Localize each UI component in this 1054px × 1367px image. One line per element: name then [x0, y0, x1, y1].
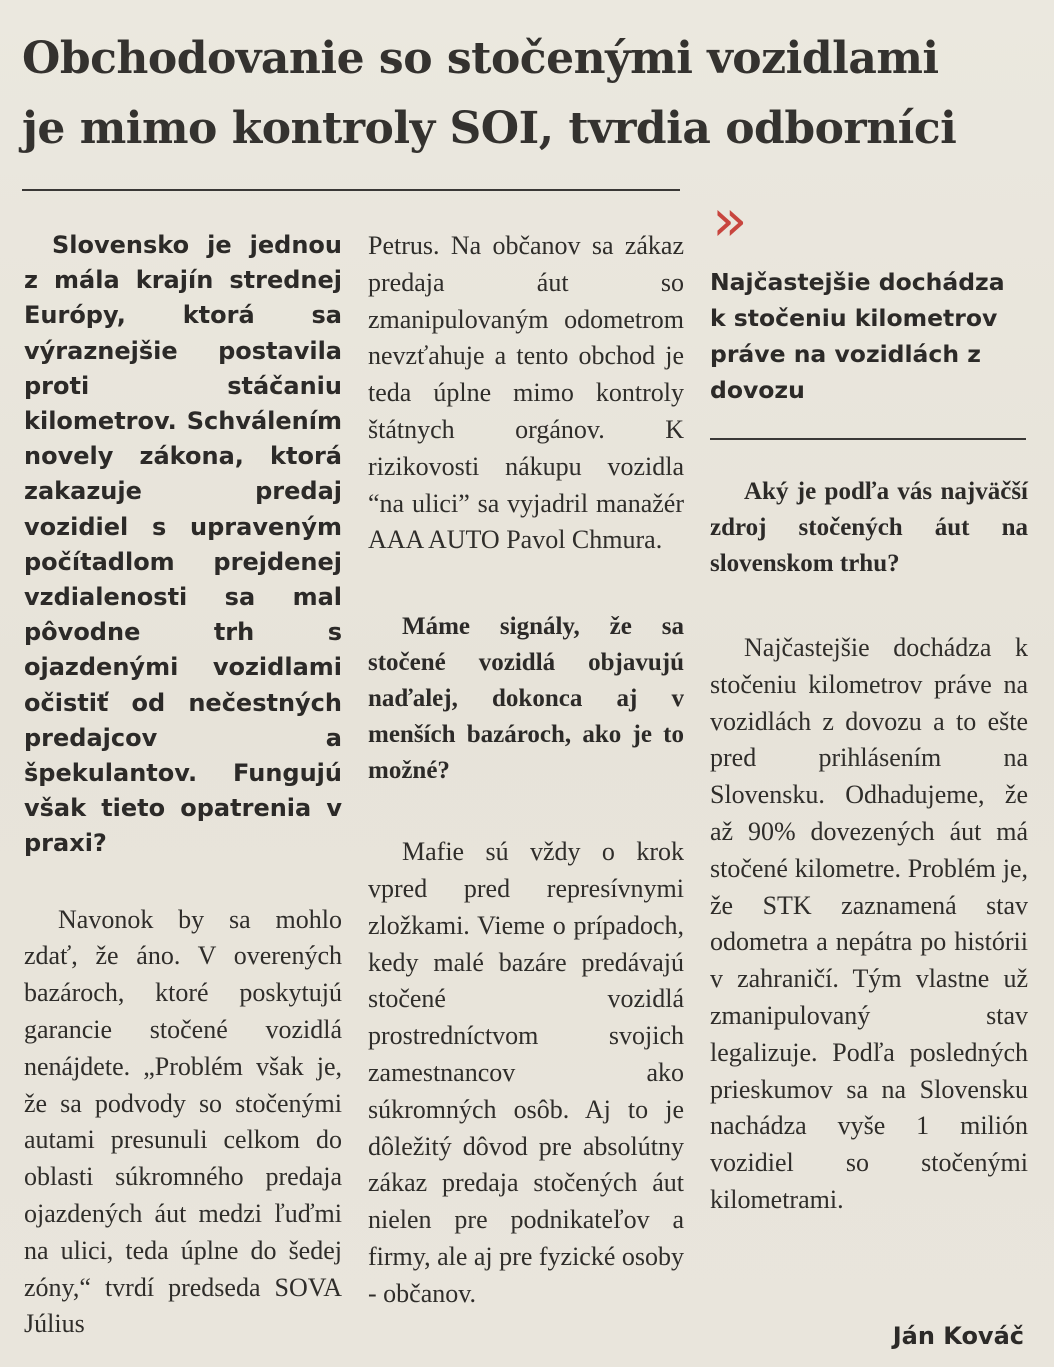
pull-quote-divider: [710, 438, 1026, 440]
headline-divider: [22, 189, 680, 191]
column-1: [24, 228, 342, 1343]
column-2: [368, 228, 684, 1313]
headline: [22, 24, 1032, 164]
lead-paragraph: Slovensko je jednou z mála krajín strednej Európy, ktorá sa výraznejšie postavila proti stáčaniu kilometrov. Schválením novely zákona, ktorá zakazuje predaj vozidiel s upraveným počítadlom prejdenej vzdialenosti sa mal pôvodne trh s ojazdenými vozidlami očistiť od nečestných predajcov a špekulantov. Fungujú však tieto opatrenia v praxi?: [24, 231, 342, 858]
headline-line-2: je mimo kontroly SOI, tvrdia odborníci: [22, 103, 957, 154]
interview-answer-1: Mafie sú vždy o krok vpred pred represívnymi zložkami. Vieme o prípadoch, kedy malé bazáre predávajú stočené vozidlá prostredníctvom svojich zamestnancov ako súkromných osôb. Aj to je dôležitý dôvod pre absolútny zákaz predaja stočených áut nielen pre podnikateľov a firmy, ale aj pre fyzické osoby - občanov.: [368, 837, 684, 1308]
interview-answer-2: Najčastejšie dochádza k stočeniu kilometrov práve na vozidlách z dovozu a to ešte pred prihlásením na Slovensku. Odhadujeme, že až 90% dovezených áut má stočené kilometre. Problém je, že STK zaznamená stav odometra a nepátra po histórii v zahraničí. Tým vlastne už zmanipulovaný stav legalizuje. Podľa posledných prieskumov sa na Slovensku nachádza vyše 1 milión vozidiel so stočenými kilometrami.: [710, 633, 1028, 1214]
body-continuation: Petrus. Na občanov sa zákaz predaja áut so zmanipulovaným odometrom nevzťahuje a tento obchod je teda úplne mimo kontroly štátnych orgánov. K rizikovosti nákupu vozidla “na ulici” sa vyjadril manažér AAA AUTO Pavol Chmura.: [368, 231, 684, 555]
pull-quote: Najčastejšie dochádza k stočeniu kilometrov práve na vozidlách z dovozu: [710, 268, 1005, 404]
interview-question-1: Máme signály, že sa stočené vozidlá objavujú naďalej, dokonca aj v menších bazároch, ako je to možné?: [368, 613, 684, 785]
chevron-double-right-icon: »: [712, 186, 734, 254]
headline-line-1: Obchodovanie so stočenými vozidlami: [22, 33, 939, 84]
author-byline: Ján Kováč: [892, 1322, 1024, 1350]
column-3: [710, 186, 1028, 1219]
interview-question-2: Aký je podľa vás najväčší zdroj stočených áut na slovenskom trhu?: [710, 478, 1028, 577]
body-paragraph-1: Navonok by sa mohlo zdať, že áno. V overených bazároch, ktoré poskytujú garancie stočené vozidlá nenájdete. „Problém však je, že sa podvody so stočenými autami presunuli celkom do oblasti súkromného predaja ojazdených áut medzi ľuďmi na ulici, teda úplne do šedej zóny,“ tvrdí predseda SOVA Július: [24, 904, 342, 1339]
